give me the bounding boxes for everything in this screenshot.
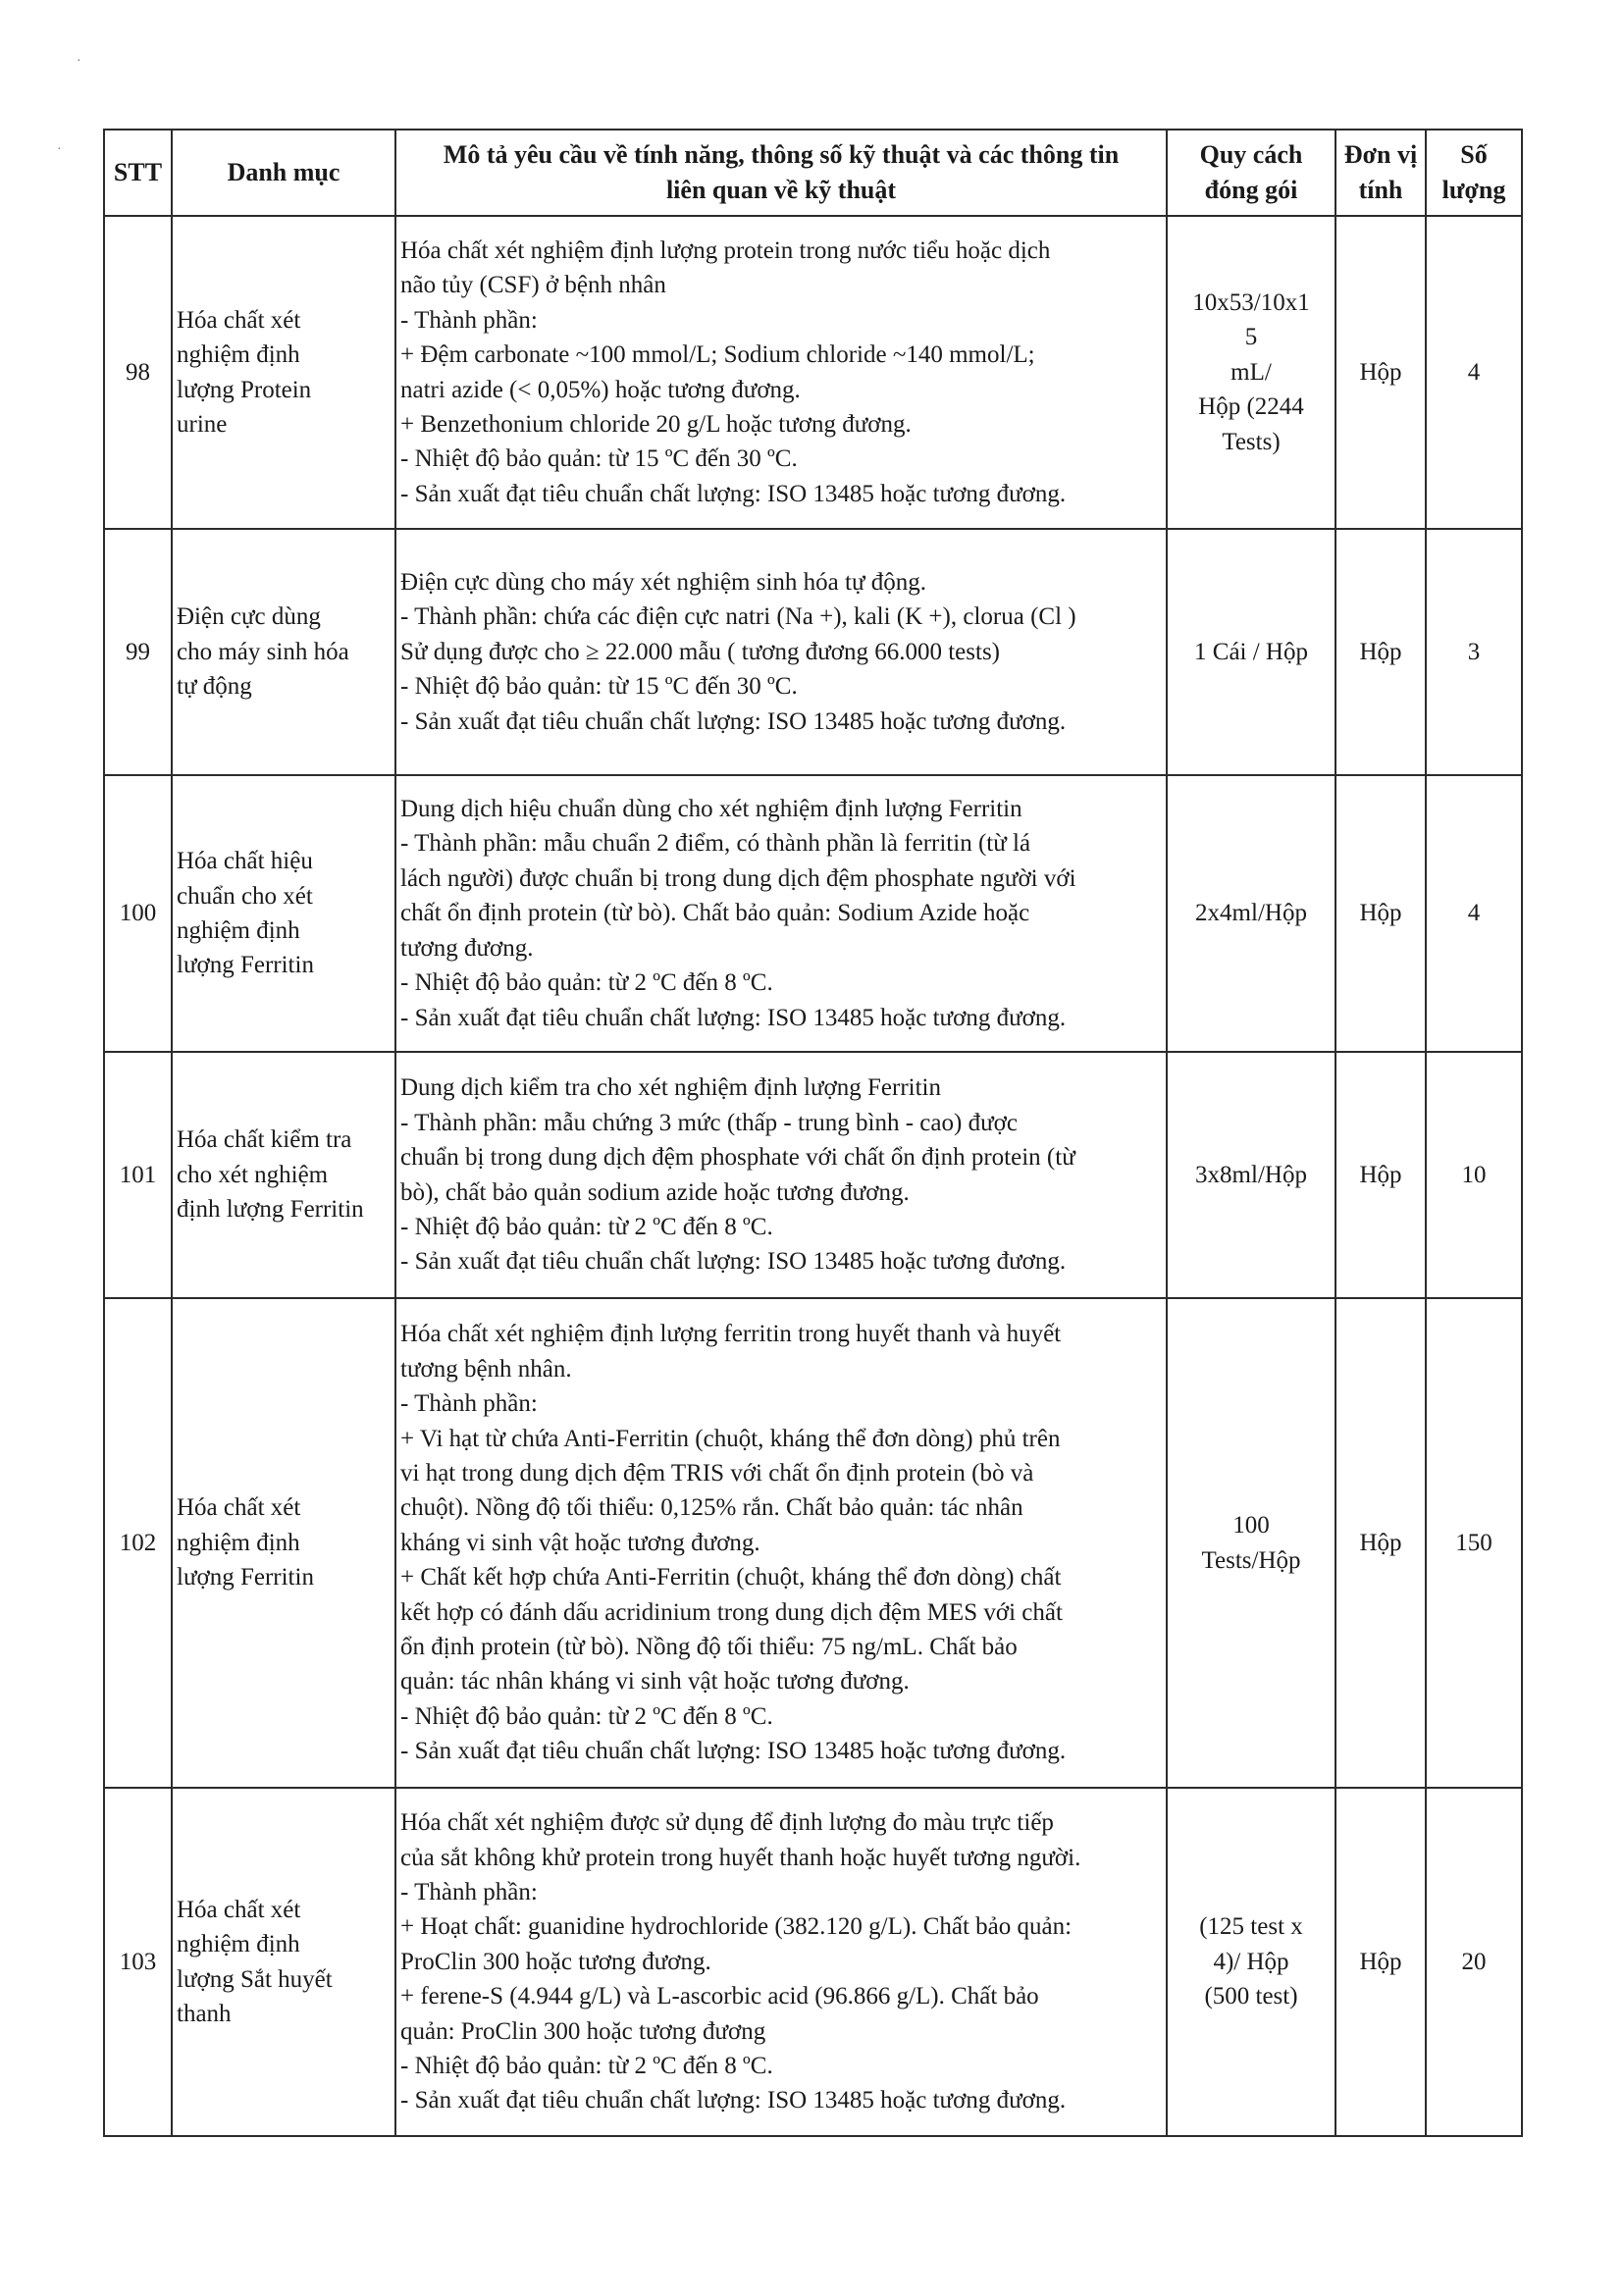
row-quantity: 20 (1426, 1788, 1522, 2136)
description-line: lách người) được chuẩn bị trong dung dịch đệm phosphate người với (400, 864, 1076, 892)
description-line: Sử dụng được cho ≥ 22.000 mẫu ( tương đương 66.000 tests) (400, 638, 1001, 665)
row-stt: 103 (104, 1788, 172, 2136)
row-description (395, 775, 1167, 1052)
scan-mark: · (77, 51, 81, 67)
category-line: Hóa chất kiểm tra (177, 1126, 352, 1154)
header-unit: Đơn vị tính (1335, 130, 1426, 216)
row-unit: Hộp (1335, 216, 1426, 529)
packaging-line: Hộp (2244 (1198, 393, 1304, 421)
row-quantity: 4 (1426, 216, 1522, 529)
description-line: - Thành phần: mẫu chứng 3 mức (thấp - trung bình - cao) được (400, 1109, 1018, 1136)
category-line: nghiệm định (177, 341, 300, 369)
description-line: - Nhiệt độ bảo quản: từ 2 ºC đến 8 ºC. (400, 1702, 773, 1730)
category-line: cho máy sinh hóa (177, 638, 349, 665)
row-stt: 98 (104, 216, 172, 529)
description-line: - Nhiệt độ bảo quản: từ 15 ºC đến 30 ºC. (400, 673, 798, 701)
description-line: Dung dịch kiểm tra cho xét nghiệm định lượng Ferritin (400, 1074, 941, 1102)
row-unit: Hộp (1335, 1788, 1426, 2136)
category-line: lượng Ferritin (177, 952, 314, 979)
description-line: + Chất kết hợp chứa Anti-Ferritin (chuột, kháng thể đơn dòng) chất (400, 1564, 1062, 1592)
packaging-line: (125 test x (1199, 1913, 1303, 1941)
category-line: Hóa chất xét (177, 306, 301, 334)
description-line: - Nhiệt độ bảo quản: từ 15 ºC đến 30 ºC. (400, 445, 798, 473)
packaging-line: 5 (1244, 324, 1258, 351)
description-line: - Thành phần: mẫu chuẩn 2 điểm, có thành phần là ferritin (từ lá (400, 830, 1031, 858)
table-row (104, 529, 1522, 775)
row-quantity: 150 (1426, 1298, 1522, 1788)
description-line: - Nhiệt độ bảo quản: từ 2 ºC đến 8 ºC. (400, 1213, 773, 1240)
row-packaging (1167, 1052, 1335, 1298)
description-line: - Sản xuất đạt tiêu chuẩn chất lượng: ISO 13485 hoặc tương đương. (400, 1248, 1067, 1276)
table-row (104, 1788, 1522, 2136)
category-line: lượng Ferritin (177, 1564, 314, 1592)
description-line: + Vi hạt từ chứa Anti-Ferritin (chuột, kháng thể đơn dòng) phủ trên (400, 1425, 1061, 1452)
description-line: - Thành phần: (400, 1878, 538, 1905)
description-line: Hóa chất xét nghiệm được sử dụng để định lượng đo màu trực tiếp (400, 1809, 1054, 1837)
description-line: + Đệm carbonate ~100 mmol/L; Sodium chloride ~140 mmol/L; (400, 341, 1035, 369)
row-description (395, 529, 1167, 775)
row-description (395, 216, 1167, 529)
row-packaging (1167, 529, 1335, 775)
description-line: - Thành phần: chứa các điện cực natri (Na +), kali (K +), clorua (Cl ) (400, 603, 1076, 631)
packaging-line: mL/ (1230, 358, 1272, 386)
table-row (104, 1298, 1522, 1788)
row-category (172, 529, 395, 775)
row-quantity: 3 (1426, 529, 1522, 775)
table-header-row (104, 130, 1522, 216)
description-line: - Sản xuất đạt tiêu chuẩn chất lượng: ISO 13485 hoặc tương đương. (400, 1004, 1067, 1031)
category-line: lượng Protein (177, 376, 312, 403)
packaging-line: 100 (1232, 1512, 1270, 1539)
category-line: thanh (177, 2000, 232, 2027)
description-line: - Thành phần: (400, 306, 538, 334)
category-line: nghiệm định (177, 1931, 300, 1958)
row-category (172, 1788, 395, 2136)
description-line: não tủy (CSF) ở bệnh nhân (400, 272, 666, 299)
row-packaging (1167, 775, 1335, 1052)
table-row (104, 1052, 1522, 1298)
category-line: lượng Sắt huyết (177, 1965, 333, 1993)
description-line: - Nhiệt độ bảo quản: từ 2 ºC đến 8 ºC. (400, 969, 773, 997)
row-stt: 101 (104, 1052, 172, 1298)
table-row (104, 216, 1522, 529)
row-packaging (1167, 1788, 1335, 2136)
category-line: nghiệm định (177, 917, 300, 944)
header-quantity: Số lượng (1426, 130, 1522, 216)
row-stt: 102 (104, 1298, 172, 1788)
description-line: kết hợp có đánh dấu acridinium trong dung dịch đệm MES với chất (400, 1598, 1063, 1626)
category-line: Hóa chất hiệu (177, 848, 313, 875)
description-line: Hóa chất xét nghiệm định lượng protein trong nước tiểu hoặc dịch (400, 236, 1051, 264)
description-line: + Benzethonium chloride 20 g/L hoặc tương đương. (400, 410, 912, 438)
row-category (172, 1052, 395, 1298)
description-line: - Sản xuất đạt tiêu chuẩn chất lượng: ISO 13485 hoặc tương đương. (400, 480, 1067, 507)
description-line: - Thành phần: (400, 1390, 538, 1418)
table-body (104, 216, 1522, 2136)
description-line: - Sản xuất đạt tiêu chuẩn chất lượng: ISO 13485 hoặc tương đương. (400, 2087, 1067, 2114)
description-line: - Sản xuất đạt tiêu chuẩn chất lượng: ISO 13485 hoặc tương đương. (400, 1738, 1067, 1765)
category-line: tự động (177, 673, 252, 701)
header-packaging: Quy cách đóng gói (1167, 130, 1335, 216)
packaging-line: 1 Cái / Hộp (1194, 638, 1308, 665)
row-packaging (1167, 216, 1335, 529)
description-line: ProClin 300 hoặc tương đương. (400, 1948, 711, 1975)
packaging-line: 10x53/10x1 (1192, 288, 1310, 316)
table-row (104, 775, 1522, 1052)
scan-mark: · (57, 139, 62, 155)
row-unit: Hộp (1335, 1298, 1426, 1788)
description-line: Dung dịch hiệu chuẩn dùng cho xét nghiệm định lượng Ferritin (400, 796, 1022, 823)
category-line: urine (177, 410, 228, 438)
description-line: - Sản xuất đạt tiêu chuẩn chất lượng: ISO 13485 hoặc tương đương. (400, 707, 1067, 735)
description-line: Điện cực dùng cho máy xét nghiệm sinh hóa tự động. (400, 568, 927, 596)
category-line: cho xét nghiệm (177, 1161, 329, 1188)
description-line: tương đương. (400, 934, 534, 962)
description-line: natri azide (< 0,05%) hoặc tương đương. (400, 376, 801, 403)
row-quantity: 10 (1426, 1052, 1522, 1298)
row-description (395, 1052, 1167, 1298)
description-line: tương bệnh nhân. (400, 1355, 572, 1383)
row-category (172, 216, 395, 529)
category-line: Hóa chất xét (177, 1896, 301, 1923)
row-unit: Hộp (1335, 1052, 1426, 1298)
description-line: bò), chất bảo quản sodium azide hoặc tương đương. (400, 1178, 910, 1206)
description-line: quản: tác nhân kháng vi sinh vật hoặc tương đương. (400, 1668, 910, 1696)
packaging-line: 4)/ Hộp (1213, 1948, 1289, 1975)
header-description: Mô tả yêu cầu về tính năng, thông số kỹ thuật và các thông tin liên quan về kỹ thuật (395, 130, 1167, 216)
description-line: kháng vi sinh vật hoặc tương đương. (400, 1529, 760, 1556)
row-category (172, 775, 395, 1052)
row-unit: Hộp (1335, 529, 1426, 775)
description-line: Hóa chất xét nghiệm định lượng ferritin trong huyết thanh và huyết (400, 1321, 1062, 1348)
category-line: định lượng Ferritin (177, 1196, 364, 1224)
description-line: chất ổn định protein (từ bò). Chất bảo quản: Sodium Azide hoặc (400, 900, 1030, 927)
row-description (395, 1788, 1167, 2136)
row-quantity: 4 (1426, 775, 1522, 1052)
row-description (395, 1298, 1167, 1788)
category-line: Điện cực dùng (177, 603, 321, 631)
header-category: Danh mục (172, 130, 395, 216)
specification-table (103, 129, 1523, 2137)
description-line: vi hạt trong dung dịch đệm TRIS với chất ổn định protein (bò và (400, 1459, 1034, 1487)
category-line: Hóa chất xét (177, 1494, 301, 1522)
packaging-line: Tests) (1222, 428, 1281, 455)
category-line: nghiệm định (177, 1529, 300, 1556)
description-line: + ferene-S (4.944 g/L) và L-ascorbic acid (96.866 g/L). Chất bảo (400, 1983, 1039, 2010)
category-line: chuẩn cho xét (177, 882, 313, 910)
row-category (172, 1298, 395, 1788)
row-stt: 100 (104, 775, 172, 1052)
description-line: chuột). Nồng độ tối thiểu: 0,125% rắn. Chất bảo quản: tác nhân (400, 1494, 1023, 1522)
description-line: - Nhiệt độ bảo quản: từ 2 ºC đến 8 ºC. (400, 2053, 773, 2080)
description-line: chuẩn bị trong dung dịch đệm phosphate với chất ổn định protein (từ (400, 1144, 1075, 1172)
description-line: ổn định protein (từ bò). Nồng độ tối thiểu: 75 ng/mL. Chất bảo (400, 1634, 1018, 1661)
packaging-line: Tests/Hộp (1201, 1546, 1301, 1574)
description-line: + Hoạt chất: guanidine hydrochloride (382.120 g/L). Chất bảo quản: (400, 1913, 1073, 1941)
packaging-line: 3x8ml/Hộp (1195, 1161, 1307, 1188)
row-unit: Hộp (1335, 775, 1426, 1052)
header-stt: STT (104, 130, 172, 216)
packaging-line: 2x4ml/Hộp (1195, 900, 1307, 927)
description-line: quản: ProClin 300 hoặc tương đương (400, 2017, 766, 2045)
row-stt: 99 (104, 529, 172, 775)
description-line: của sắt không khử protein trong huyết thanh hoặc huyết tương người. (400, 1844, 1081, 1871)
packaging-line: (500 test) (1204, 1983, 1298, 2010)
row-packaging (1167, 1298, 1335, 1788)
